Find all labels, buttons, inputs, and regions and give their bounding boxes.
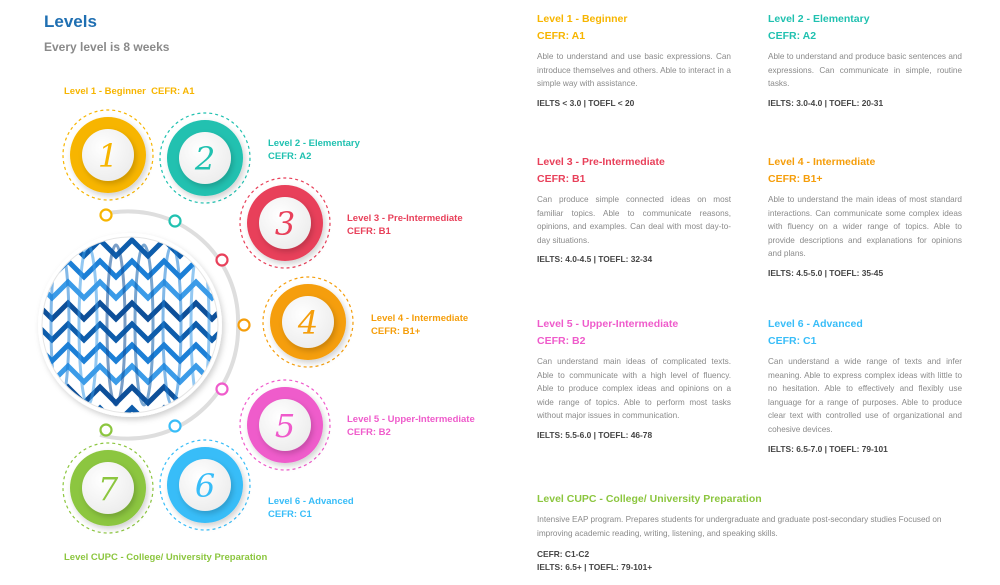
level-title: Level 3 - Pre-Intermediate xyxy=(537,156,665,168)
diagram-label-name: Level 2 - Elementary xyxy=(268,138,360,149)
page-subtitle: Every level is 8 weeks xyxy=(44,40,170,54)
level-scores: IELTS: 4.0-4.5 | TOEFL: 32-34 xyxy=(537,254,653,265)
level-circle-7 xyxy=(63,443,153,533)
diagram-label-3 xyxy=(347,212,463,238)
connector-dot xyxy=(101,210,112,221)
level-cefr: CEFR: C1 xyxy=(768,335,817,347)
connector-dot xyxy=(170,216,181,227)
diagram-label-4 xyxy=(371,312,468,338)
level-cefr: CEFR: B1 xyxy=(537,173,586,185)
level-circle-5 xyxy=(240,380,330,470)
level-scores: IELTS: 6.5-7.0 | TOEFL: 79-101 xyxy=(768,443,888,454)
level-circle-1 xyxy=(63,110,153,200)
level-card-2 xyxy=(768,12,962,108)
diagram-label-cefr: CEFR: C1 xyxy=(268,509,312,520)
level-card-6 xyxy=(768,317,962,454)
level-number: 6 xyxy=(194,467,216,505)
diagram-label-cefr: CEFR: B1+ xyxy=(371,326,421,337)
diagram-label-7 xyxy=(64,551,267,564)
diagram-label-cefr: CEFR: A1 xyxy=(151,86,195,97)
level-cefr: CEFR: B1+ xyxy=(768,173,823,185)
level-card-5 xyxy=(537,317,731,440)
diagram-label-name: Level 6 - Advanced xyxy=(268,496,354,507)
level-description: Able to understand and produce basic sentences and expressions. Can communicate in simple, routine tasks. xyxy=(768,52,962,89)
level-card-1 xyxy=(537,12,731,108)
connector-dot xyxy=(170,421,181,432)
diagram-label-name: Level 5 - Upper-Intermediate xyxy=(347,414,475,425)
diagram-label-name: Level 4 - Intermediate xyxy=(371,313,469,324)
level-number: 1 xyxy=(97,137,119,175)
level-card-cupc xyxy=(537,492,962,574)
level-scores: IELTS: 6.5+ | TOEFL: 79-101+ xyxy=(537,562,653,572)
level-title: Level 6 - Advanced xyxy=(768,318,863,330)
diagram-label-5 xyxy=(347,413,475,439)
diagram-label-name: Level CUPC - College/ University Preparation xyxy=(64,552,268,563)
connector-dot xyxy=(217,255,228,266)
level-cefr: CEFR: B2 xyxy=(537,335,586,347)
level-number: 7 xyxy=(97,470,119,508)
level-title: Level 1 - Beginner xyxy=(537,13,628,25)
level-circle-2 xyxy=(160,113,250,203)
page-title: Levels xyxy=(44,12,97,31)
level-circle-6 xyxy=(160,440,250,530)
level-cefr: CEFR: A1 xyxy=(537,30,586,42)
level-title: Level 5 - Upper-Intermediate xyxy=(537,318,679,330)
level-scores: IELTS < 3.0 | TOEFL < 20 xyxy=(537,97,635,108)
level-circle-3 xyxy=(240,178,330,268)
diagram-label-name: Level 1 - Beginner xyxy=(64,86,146,97)
level-scores: IELTS: 4.5-5.0 | TOEFL: 35-45 xyxy=(768,267,884,278)
connector-dot xyxy=(239,320,250,331)
level-description: Able to understand and use basic expressions. Can introduce themselves and others. Able to interact in a simple way with assistance. xyxy=(537,52,731,89)
level-title: Level 4 - Intermediate xyxy=(768,156,876,168)
level-description: Can understand a wide range of texts and infer meaning. Able to express complex ideas with little to no hesitation. Able to effectively and flexibly use language for a range of purposes. Able to produce clear text with controlled use of organizational and cohesive devices. xyxy=(768,357,962,434)
level-title: Level CUPC - College/ University Preparation xyxy=(537,493,762,505)
level-description: Can produce simple connected ideas on most familiar topics. Able to communicate reasons, opinions, and examples. Can deal with most day-to-day situations. xyxy=(537,195,731,245)
level-number: 3 xyxy=(274,205,296,243)
level-description: Able to understand the main ideas of most standard interactions. Can communicate some complex ideas with fluency on a wider range of topics. Able to provide descriptions and explanations for opinions and plans. xyxy=(768,195,962,259)
level-card-4 xyxy=(768,155,962,278)
level-card-3 xyxy=(537,155,731,264)
connector-dot xyxy=(217,384,228,395)
connector-dot xyxy=(101,425,112,436)
diagram-label-name: Level 3 - Pre-Intermediate xyxy=(347,213,463,224)
diagram-label-1 xyxy=(64,85,195,98)
level-scores: IELTS: 5.5-6.0 | TOEFL: 46-78 xyxy=(537,429,653,440)
level-number: 5 xyxy=(274,407,296,445)
level-cefr: CEFR: C1-C2 xyxy=(537,549,590,559)
level-cefr: CEFR: A2 xyxy=(768,30,817,42)
diagram-label-2 xyxy=(268,137,360,163)
level-description: Intensive EAP program. Prepares students for undergraduate and graduate post-secondary studies Focused on improving academic reading, writing, listening, and speaking skills. xyxy=(537,515,942,538)
level-description: Can understand main ideas of complicated texts. Able to communicate with a high level of fluency. Able to produce complex ideas and opinions on a wide range of topics. Able to perform most tasks without major issues in communication. xyxy=(537,357,731,421)
diagram-label-cefr: CEFR: A2 xyxy=(268,151,312,162)
level-scores: IELTS: 3.0-4.0 | TOEFL: 20-31 xyxy=(768,97,884,108)
diagram-label-cefr: CEFR: B1 xyxy=(347,226,391,237)
level-number: 4 xyxy=(297,304,319,342)
diagram-label-cefr: CEFR: B2 xyxy=(347,427,391,438)
level-circle-4 xyxy=(263,277,353,367)
diagram-label-6 xyxy=(268,495,354,521)
level-number: 2 xyxy=(194,140,216,178)
globe-logo xyxy=(36,233,228,424)
level-title: Level 2 - Elementary xyxy=(768,13,870,25)
